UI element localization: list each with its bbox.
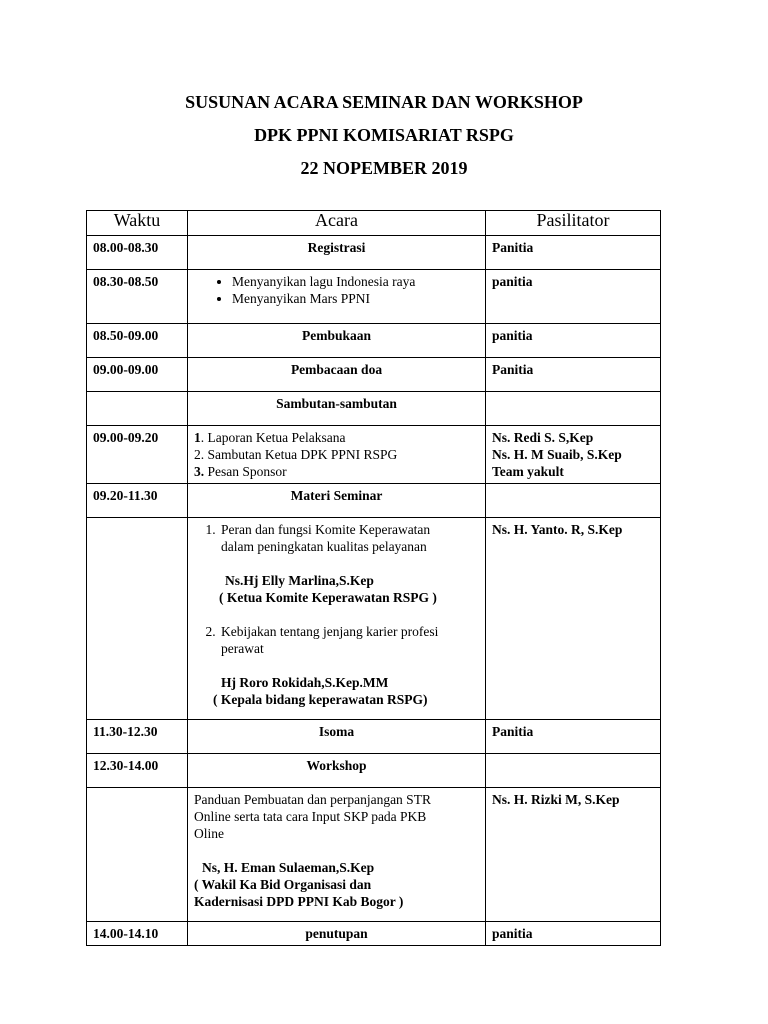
workshop-topic: Panduan Pembuatan dan perpanjangan STR bbox=[194, 792, 431, 807]
table-row bbox=[87, 788, 661, 922]
row-event: Materi Seminar bbox=[188, 484, 486, 518]
header-time: Waktu bbox=[87, 211, 188, 236]
row-time: 14.00-14.10 bbox=[87, 922, 188, 946]
list-item: 1. Peran dan fungsi Komite Keperawatan dalam peningkatan kualitas pelayanan bbox=[219, 521, 479, 555]
facilitator-name: Ns. Redi S. S,Kep bbox=[492, 430, 594, 445]
row-time: 09.20-11.30 bbox=[87, 484, 188, 518]
list-item: 2. Kebijakan tentang jenjang karier profesi perawat bbox=[219, 623, 479, 657]
header-facilitator: Pasilitator bbox=[486, 211, 661, 236]
row-event: penutupan bbox=[188, 922, 486, 946]
row-time: 09.00-09.20 bbox=[87, 426, 188, 484]
row-facilitator: panitia bbox=[486, 922, 661, 946]
table-row bbox=[87, 720, 661, 754]
document-date: 22 NOPEMBER 2019 bbox=[300, 158, 468, 178]
table-header-row bbox=[87, 211, 661, 236]
list-item: 3. Pesan Sponsor bbox=[194, 464, 287, 479]
row-facilitator bbox=[486, 484, 661, 518]
row-event bbox=[188, 426, 486, 484]
table-row bbox=[87, 236, 661, 270]
bullet-list bbox=[194, 273, 479, 307]
workshop-topic: Oline bbox=[194, 826, 224, 841]
table-row bbox=[87, 426, 661, 484]
seminar-topic-list bbox=[194, 521, 479, 555]
row-time bbox=[87, 392, 188, 426]
table-row bbox=[87, 358, 661, 392]
facilitator-name: Team yakult bbox=[492, 464, 564, 479]
document-title-block bbox=[0, 86, 768, 185]
speaker-role: ( Kepala bidang keperawatan RSPG) bbox=[213, 692, 428, 707]
row-time bbox=[87, 788, 188, 922]
list-item: 1. Laporan Ketua Pelaksana bbox=[194, 430, 346, 445]
row-facilitator bbox=[486, 754, 661, 788]
speaker-role: ( Wakil Ka Bid Organisasi dan bbox=[194, 877, 372, 892]
row-facilitator: Panitia bbox=[486, 358, 661, 392]
workshop-topic: Online serta tata cara Input SKP pada PKB bbox=[194, 809, 427, 824]
speaker-role: ( Ketua Komite Keperawatan RSPG ) bbox=[219, 590, 437, 605]
row-facilitator: Ns. H. Rizki M, S.Kep bbox=[486, 788, 661, 922]
table-row bbox=[87, 754, 661, 788]
header-event: Acara bbox=[188, 211, 486, 236]
row-event bbox=[188, 518, 486, 720]
row-facilitator: Panitia bbox=[486, 236, 661, 270]
table-row bbox=[87, 392, 661, 426]
row-facilitator: Panitia bbox=[486, 720, 661, 754]
row-event: Isoma bbox=[188, 720, 486, 754]
table-row bbox=[87, 270, 661, 324]
table-row bbox=[87, 324, 661, 358]
row-facilitator bbox=[486, 392, 661, 426]
list-item: 2. Sambutan Ketua DPK PPNI RSPG bbox=[194, 447, 398, 462]
row-event: Sambutan-sambutan bbox=[188, 392, 486, 426]
seminar-topic-list bbox=[194, 623, 479, 657]
row-time bbox=[87, 518, 188, 720]
speaker-role: Kadernisasi DPD PPNI Kab Bogor ) bbox=[194, 894, 404, 909]
row-event bbox=[188, 270, 486, 324]
row-time: 11.30-12.30 bbox=[87, 720, 188, 754]
row-facilitator bbox=[486, 426, 661, 484]
row-time: 08.50-09.00 bbox=[87, 324, 188, 358]
row-event: Pembukaan bbox=[188, 324, 486, 358]
row-facilitator: Ns. H. Yanto. R, S.Kep bbox=[486, 518, 661, 720]
list-item: • Menyanyikan Mars PPNI bbox=[232, 290, 479, 307]
speaker-name: Ns, H. Eman Sulaeman,S.Kep bbox=[202, 860, 375, 875]
row-time: 12.30-14.00 bbox=[87, 754, 188, 788]
row-event: Pembacaan doa bbox=[188, 358, 486, 392]
speaker-name: Ns.Hj Elly Marlina,S.Kep bbox=[225, 573, 374, 588]
row-facilitator: panitia bbox=[486, 270, 661, 324]
row-event: Workshop bbox=[188, 754, 486, 788]
row-facilitator: panitia bbox=[486, 324, 661, 358]
agenda-table bbox=[86, 210, 661, 946]
document-subtitle: DPK PPNI KOMISARIAT RSPG bbox=[254, 125, 514, 145]
table-row bbox=[87, 484, 661, 518]
table-row bbox=[87, 518, 661, 720]
row-time: 08.00-08.30 bbox=[87, 236, 188, 270]
facilitator-name: Ns. H. M Suaib, S.Kep bbox=[492, 447, 622, 462]
row-event: Registrasi bbox=[188, 236, 486, 270]
row-time: 08.30-08.50 bbox=[87, 270, 188, 324]
list-item: • Menyanyikan lagu Indonesia raya bbox=[232, 273, 479, 290]
row-event bbox=[188, 788, 486, 922]
row-time: 09.00-09.00 bbox=[87, 358, 188, 392]
table-row bbox=[87, 922, 661, 946]
speaker-name: Hj Roro Rokidah,S.Kep.MM bbox=[221, 675, 389, 690]
document-title: SUSUNAN ACARA SEMINAR DAN WORKSHOP bbox=[185, 92, 583, 112]
